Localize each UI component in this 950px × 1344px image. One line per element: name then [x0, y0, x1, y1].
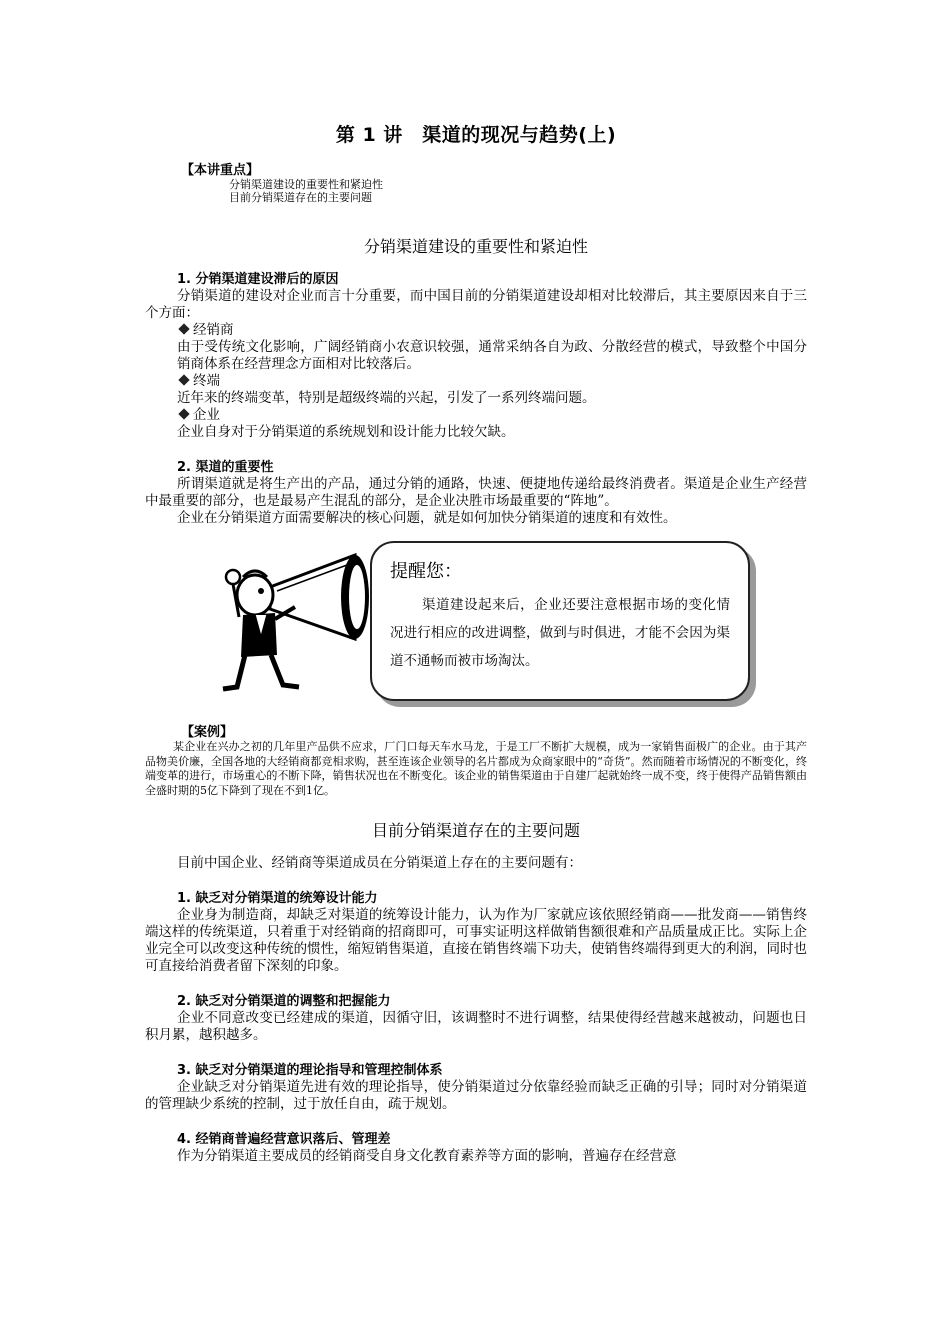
subsection-heading: 1. 分销渠道建设滞后的原因: [177, 272, 339, 287]
bullet-label: 企业: [193, 407, 220, 423]
paragraph: 分销渠道的建设对企业而言十分重要，而中国目前的分销渠道建设却相对比较滞后，其主要原因来自于三个方面：: [145, 288, 807, 321]
subsection-heading: 3. 缺乏对分销渠道的理论指导和管理控制体系: [177, 1063, 443, 1078]
key-point-item: 目前分销渠道存在的主要问题: [229, 191, 372, 204]
bullet-label: 经销商: [193, 322, 234, 338]
case-text: 某企业在兴办之初的几年里产品供不应求，厂门口每天车水马龙，于是工厂不断扩大规模，成为一家销售面极广的企业。由于其产品物美价廉，全国各地的大经销商都竞相求购，甚至连该企业领导的名片都成为众商家眼中的“奇货”。然而随着市场情况的不断变化，终端变革的进行，市场重心的不断下降，销售状况也在不断变化。该企业的销售渠道由于自建厂起就始终一成不变，终于使得产品销售额由全盛时期的5亿下降到了现在不到1亿。: [145, 740, 807, 797]
paragraph: 所谓渠道就是将生产出的产品，通过分销的通路，快速、便捷地传递给最终消费者。渠道是企业生产经营中最重要的部分，也是最易产生混乱的部分，是企业决胜市场最重要的“阵地”。: [145, 476, 807, 509]
document-page: [145, 120, 807, 1165]
paragraph: 近年来的终端变革，特别是超级终端的兴起，引发了一系列终端问题。: [177, 390, 596, 406]
paragraph: 企业缺乏对分销渠道先进有效的理论指导，使分销渠道过分依靠经验而缺乏正确的引导；同时对分销渠道的管理缺少系统的控制，过于放任自由，疏于规划。: [145, 1079, 807, 1112]
diamond-bullet-icon: [178, 374, 189, 385]
reminder-bubble: [370, 541, 750, 701]
diamond-bullet-icon: [178, 408, 189, 419]
paragraph: 由于受传统文化影响，广阔经销商小农意识较强，通常采纳各自为政、分散经营的模式，导致整个中国分销商体系在经营理念方面相对比较落后。: [177, 339, 807, 372]
reminder-callout: [145, 535, 807, 725]
bullet-label: 终端: [193, 373, 220, 389]
megaphone-man-illustration: [215, 547, 375, 697]
section-heading: 分销渠道建设的重要性和紧迫性: [363, 237, 588, 256]
paragraph: 企业不同意改变已经建成的渠道，因循守旧，该调整时不进行调整，结果使得经营越来越被动，问题也日积月累，越积越多。: [145, 1010, 807, 1043]
subsection-heading: 1. 缺乏对分销渠道的统筹设计能力: [177, 891, 378, 906]
paragraph: 企业身为制造商，却缺乏对渠道的统筹设计能力，认为作为厂家就应该依照经销商——批发商——销售终端这样的传统渠道，只着重于对经销商的招商即可，可事实证明这样做销售额很难和产品质量成正比。实际上企业完全可以改变这种传统的惯性，缩短销售渠道，直接在销售终端下功夫，使销售终端得到更大的利润，同时也可直接给消费者留下深刻的印象。: [145, 907, 807, 974]
case-heading: 【案例】: [181, 725, 234, 740]
key-points-heading: 【本讲重点】: [181, 163, 260, 178]
subsection-heading: 2. 渠道的重要性: [177, 460, 274, 475]
subsection-heading: 4. 经销商普遍经营意识落后、管理差: [177, 1132, 391, 1147]
bullet-item: [177, 322, 807, 339]
bullet-item: [177, 373, 807, 390]
reminder-title: 提醒您：: [390, 561, 462, 582]
key-point-item: 分销渠道建设的重要性和紧迫性: [229, 178, 383, 191]
section-heading: 目前分销渠道存在的主要问题: [371, 821, 580, 840]
paragraph: 企业自身对于分销渠道的系统规划和设计能力比较欠缺。: [177, 424, 515, 440]
page-title: 第 1 讲 渠道的现况与趋势(上): [335, 124, 617, 146]
reminder-body: 渠道建设起来后，企业还要注意根据市场的变化情况进行相应的改进调整，做到与时俱进，才能不会因为渠道不通畅而被市场淘汰。: [390, 597, 730, 669]
bullet-item: [177, 407, 807, 424]
paragraph: 企业在分销渠道方面需要解决的核心问题，就是如何加快分销渠道的速度和有效性。: [177, 510, 677, 526]
paragraph: 目前中国企业、经销商等渠道成员在分销渠道上存在的主要问题有：: [177, 855, 582, 871]
subsection-heading: 2. 缺乏对分销渠道的调整和把握能力: [177, 994, 391, 1009]
paragraph: 作为分销渠道主要成员的经销商受自身文化教育素养等方面的影响，普遍存在经营意: [177, 1148, 677, 1164]
diamond-bullet-icon: [178, 323, 189, 334]
